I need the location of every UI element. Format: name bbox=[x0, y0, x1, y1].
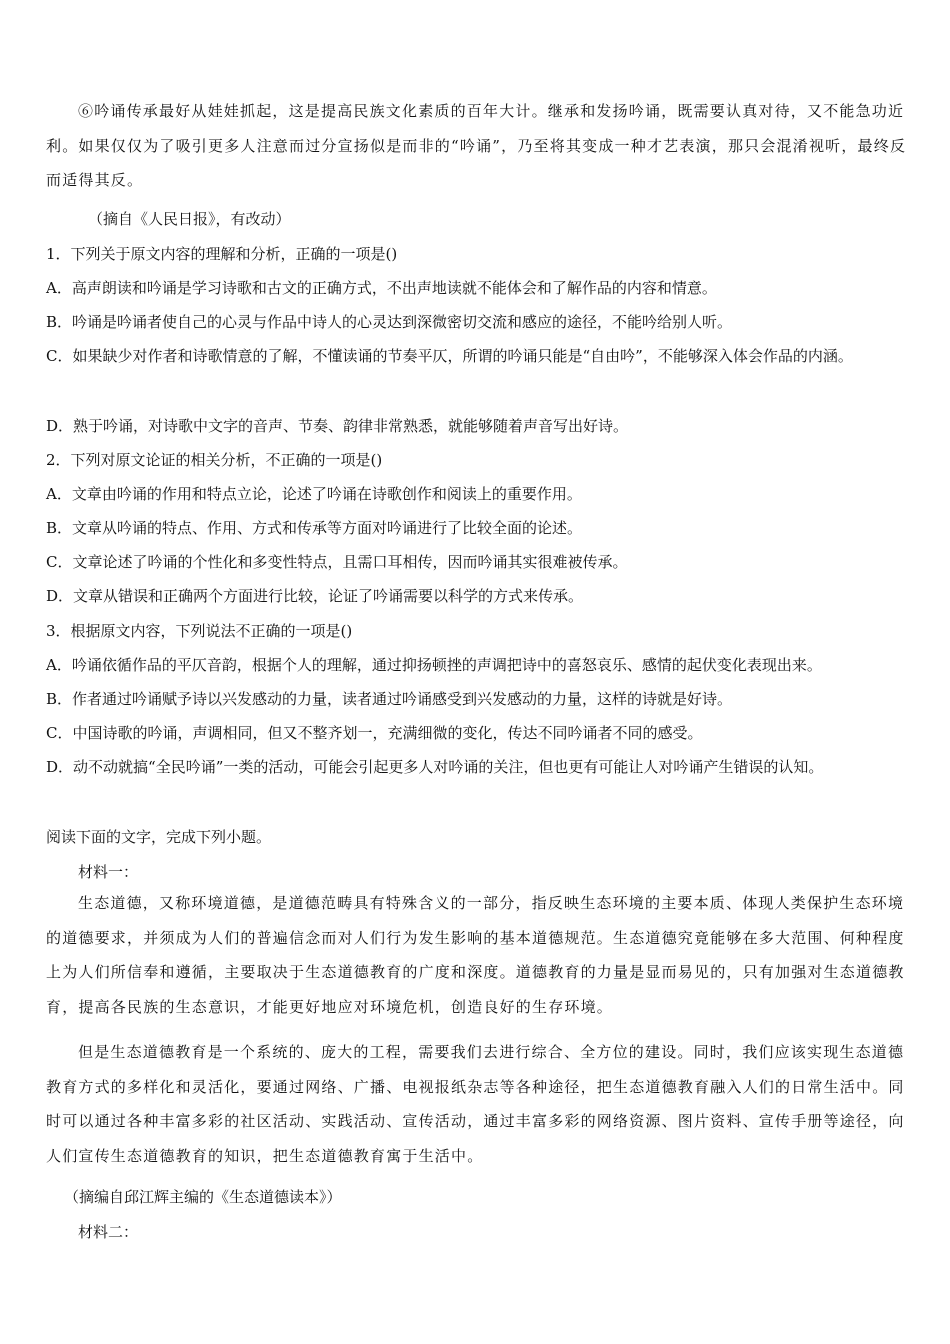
material-1-heading: 材料一： bbox=[78, 863, 139, 881]
question-2-option-b: B．文章从吟诵的特点、作用、方式和传承等方面对吟诵进行了比较全面的论述。 bbox=[46, 519, 583, 537]
question-2-option-d: D．文章从错误和正确两个方面进行比较，论证了吟诵需要以科学的方式来传承。 bbox=[46, 587, 584, 605]
question-1-option-c: C．如果缺少对作者和诗歌情意的了解，不懂读诵的节奏平仄，所谓的吟诵只能是“自由吟”，不能够深入体会作品的内涵。 bbox=[46, 347, 853, 365]
question-3-option-b: B．作者通过吟诵赋予诗以兴发感动的力量，读者通过吟诵感受到兴发感动的力量，这样的诗就是好诗。 bbox=[46, 690, 733, 708]
question-3-stem: 3．根据原文内容，下列说法不正确的一项是() bbox=[46, 622, 353, 640]
question-3-option-c: C．中国诗歌的吟诵，声调相同，但又不整齐划一，充满细微的变化，传达不同吟诵者不同的感受。 bbox=[46, 724, 703, 742]
question-2-option-c: C．文章论述了吟诵的个性化和多变性特点，且需口耳相传，因而吟诵其实很难被传承。 bbox=[46, 553, 628, 571]
reading-instruction: 阅读下面的文字，完成下列小题。 bbox=[46, 828, 272, 846]
passage-paragraph-6: ⑥吟诵传承最好从娃娃抓起，这是提高民族文化素质的百年大计。继承和发扬吟诵，既需要认真对待，又不能急功近利。如果仅仅为了吸引更多人注意而过分宣扬似是而非的“吟诵”，乃至将其变成一种才艺表演，那只会混淆视听，最终反而适得其反。 bbox=[46, 102, 907, 189]
question-2-option-a: A．文章由吟诵的作用和特点立论，论述了吟诵在诗歌创作和阅读上的重要作用。 bbox=[46, 485, 582, 503]
question-1-option-a: A．高声朗读和吟诵是学习诗歌和古文的正确方式，不出声地读就不能体会和了解作品的内容和情意。 bbox=[46, 279, 717, 297]
question-1-option-d: D．熟于吟诵，对诗歌中文字的音声、节奏、韵律非常熟悉，就能够随着声音写出好诗。 bbox=[46, 417, 629, 435]
question-2-stem: 2．下列对原文论证的相关分析，不正确的一项是() bbox=[46, 451, 383, 469]
material-1-source: （摘编自邱江辉主编的《生态道德读本》） bbox=[64, 1188, 342, 1206]
question-1-option-b: B．吟诵是吟诵者使自己的心灵与作品中诗人的心灵达到深微密切交流和感应的途径，不能吟给别人听。 bbox=[46, 313, 733, 331]
material-1-paragraph-1: 生态道德，又称环境道德，是道德范畴具有特殊含义的一部分，指反映生态环境的主要本质、体现人类保护生态环境的道德要求，并须成为人们的普遍信念而对人们行为发生影响的基本道德规范。生态道德究竟能够在多大范围、何种程度上为人们所信奉和遵循，主要取决于生态道德教育的广度和深度。道德教育的力量是显而易见的，只有加强对生态道德教育，提高各民族的生态意识，才能更好地应对环境危机，创造良好的生存环境。 bbox=[46, 894, 905, 1016]
question-3-option-d: D．动不动就搞“全民吟诵”一类的活动，可能会引起更多人对吟诵的关注，但也更有可能让人对吟诵产生错误的认知。 bbox=[46, 758, 824, 776]
question-1-stem: 1．下列关于原文内容的理解和分析，正确的一项是() bbox=[46, 245, 398, 263]
passage-source: （摘自《人民日报》，有改动） bbox=[88, 210, 291, 228]
question-3-option-a: A．吟诵依循作品的平仄音韵，根据个人的理解，通过抑扬顿挫的声调把诗中的喜怒哀乐、感情的起伏变化表现出来。 bbox=[46, 656, 822, 674]
material-2-heading: 材料二： bbox=[78, 1223, 139, 1241]
material-1-paragraph-2: 但是生态道德教育是一个系统的、庞大的工程，需要我们去进行综合、全方位的建设。同时，我们应该实现生态道德教育方式的多样化和灵活化，要通过网络、广播、电视报纸杂志等各种途径，把生态道德教育融入人们的日常生活中。同时可以通过各种丰富多彩的社区活动、实践活动、宣传活动，通过丰富多彩的网络资源、图片资料、宣传手册等途径，向人们宣传生态道德教育的知识，把生态道德教育寓于生活中。 bbox=[46, 1043, 905, 1165]
